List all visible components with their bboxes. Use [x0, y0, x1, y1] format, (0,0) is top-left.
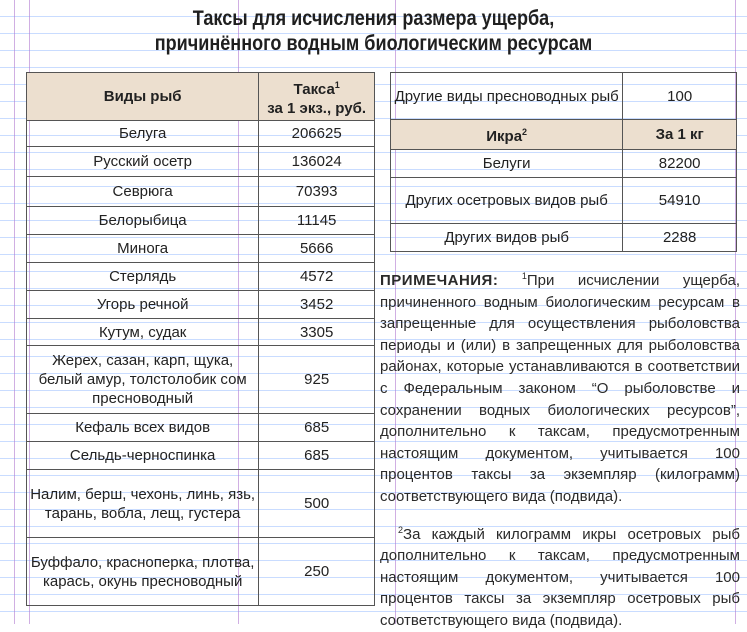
note-2-text: За каждый килограмм икры осетровых рыб дополнительно к таксам, предусмотренным настоящим документом, учитывается 100 процентов таксы за экземпляр осетровых рыб соответствующего вида (подвида).	[380, 525, 740, 629]
table-row	[391, 224, 737, 252]
fish-name-cell: Жерех, сазан, карп, щука, белый амур, толстолобик сом пресноводный	[27, 346, 259, 414]
rate-header	[259, 73, 375, 121]
note-1-footnote: 1	[521, 271, 527, 281]
rate-header-unit: за 1 экз., руб.	[267, 99, 367, 117]
caviar-name-cell: Белуги	[391, 150, 623, 178]
table-row	[27, 319, 375, 346]
note-2	[380, 520, 740, 632]
table-row	[27, 147, 375, 177]
rate-value-cell: 3452	[259, 291, 375, 319]
table-row	[27, 207, 375, 235]
fish-name-cell: Сельдь-черноспинка	[27, 442, 259, 470]
fish-name-cell: Угорь речной	[27, 291, 259, 319]
rate-value-cell: 4572	[259, 263, 375, 291]
rate-value-cell: 685	[259, 414, 375, 442]
caviar-header	[391, 120, 623, 150]
table-row	[391, 178, 737, 224]
note-1-text: При исчислении ущерба, причиненного водным биологическим ресурсам в запрещенные для осуществления рыболовства периоды и (или) в запрещенных для рыболовства районах, которые устанавливаются в соответствии с Федеральным законом “О рыболовстве и сохранении водных биологических ресурсов”, дополнительно к таксам, предусмотренным настоящим документом, учитывается 100 процентов таксы за экземпляр (килограмм) соответствующего вида (подвида).	[380, 272, 740, 505]
table-row	[27, 291, 375, 319]
rate-header-footnote: 1	[334, 79, 340, 90]
rate-value-cell: 500	[259, 470, 375, 538]
fish-name-cell: Севрюга	[27, 177, 259, 207]
caviar-value-cell: 2288	[623, 224, 737, 252]
table-row	[391, 150, 737, 178]
caviar-value-cell: 54910	[623, 178, 737, 224]
rate-value-cell: 100	[623, 73, 737, 120]
table-row	[27, 346, 375, 414]
rate-value-cell: 206625	[259, 121, 375, 147]
title-line-2: причинённого водным биологическим ресурсам	[154, 32, 593, 55]
rate-value-cell: 925	[259, 346, 375, 414]
fish-name-cell: Белорыбица	[27, 207, 259, 235]
fish-rates-table	[26, 72, 375, 606]
fish-name-cell: Стерлядь	[27, 263, 259, 291]
fish-name-cell: Налим, берш, чехонь, линь, язь, тарань, вобла, лещ, густера	[27, 470, 259, 538]
table-row	[27, 414, 375, 442]
rate-value-cell: 3305	[259, 319, 375, 346]
fish-name-cell: Белуга	[27, 121, 259, 147]
title-line-1: Таксы для исчисления размера ущерба,	[192, 7, 555, 30]
rate-value-cell: 70393	[259, 177, 375, 207]
caviar-name-cell: Других осетровых видов рыб	[391, 178, 623, 224]
fish-name-cell: Другие виды пресноводных рыб	[391, 73, 623, 120]
note-1	[380, 266, 740, 508]
table-row	[27, 121, 375, 147]
margin-line-left	[14, 0, 15, 624]
rate-header-label: Такса	[293, 80, 335, 98]
fish-name-cell: Кефаль всех видов	[27, 414, 259, 442]
note-2-footnote: 2	[398, 524, 404, 535]
caviar-header-label: Икра	[486, 128, 523, 145]
table-row	[27, 470, 375, 538]
page-title	[87, 6, 661, 56]
rate-value-cell: 5666	[259, 235, 375, 263]
fish-name-cell: Минога	[27, 235, 259, 263]
table-row	[27, 442, 375, 470]
notes	[380, 266, 740, 632]
notes-heading: ПРИМЕЧАНИЯ:	[380, 272, 499, 289]
table-row	[27, 538, 375, 606]
table-row	[27, 235, 375, 263]
caviar-value-cell: 82200	[623, 150, 737, 178]
fish-name-cell: Кутум, судак	[27, 319, 259, 346]
caviar-rates-table	[390, 72, 737, 252]
rate-value-cell: 685	[259, 442, 375, 470]
table-row	[27, 177, 375, 207]
fish-name-cell: Буффало, красноперка, плотва, карась, окунь пресноводный	[27, 538, 259, 606]
caviar-name-cell: Других видов рыб	[391, 224, 623, 252]
rate-value-cell: 136024	[259, 147, 375, 177]
rate-value-cell: 250	[259, 538, 375, 606]
rate-value-cell: 11145	[259, 207, 375, 235]
caviar-rate-header: За 1 кг	[623, 120, 737, 150]
table-row	[27, 263, 375, 291]
caviar-header-footnote: 2	[522, 127, 528, 137]
fish-species-header: Виды рыб	[27, 73, 259, 121]
fish-name-cell: Русский осетр	[27, 147, 259, 177]
table-row	[391, 73, 737, 120]
